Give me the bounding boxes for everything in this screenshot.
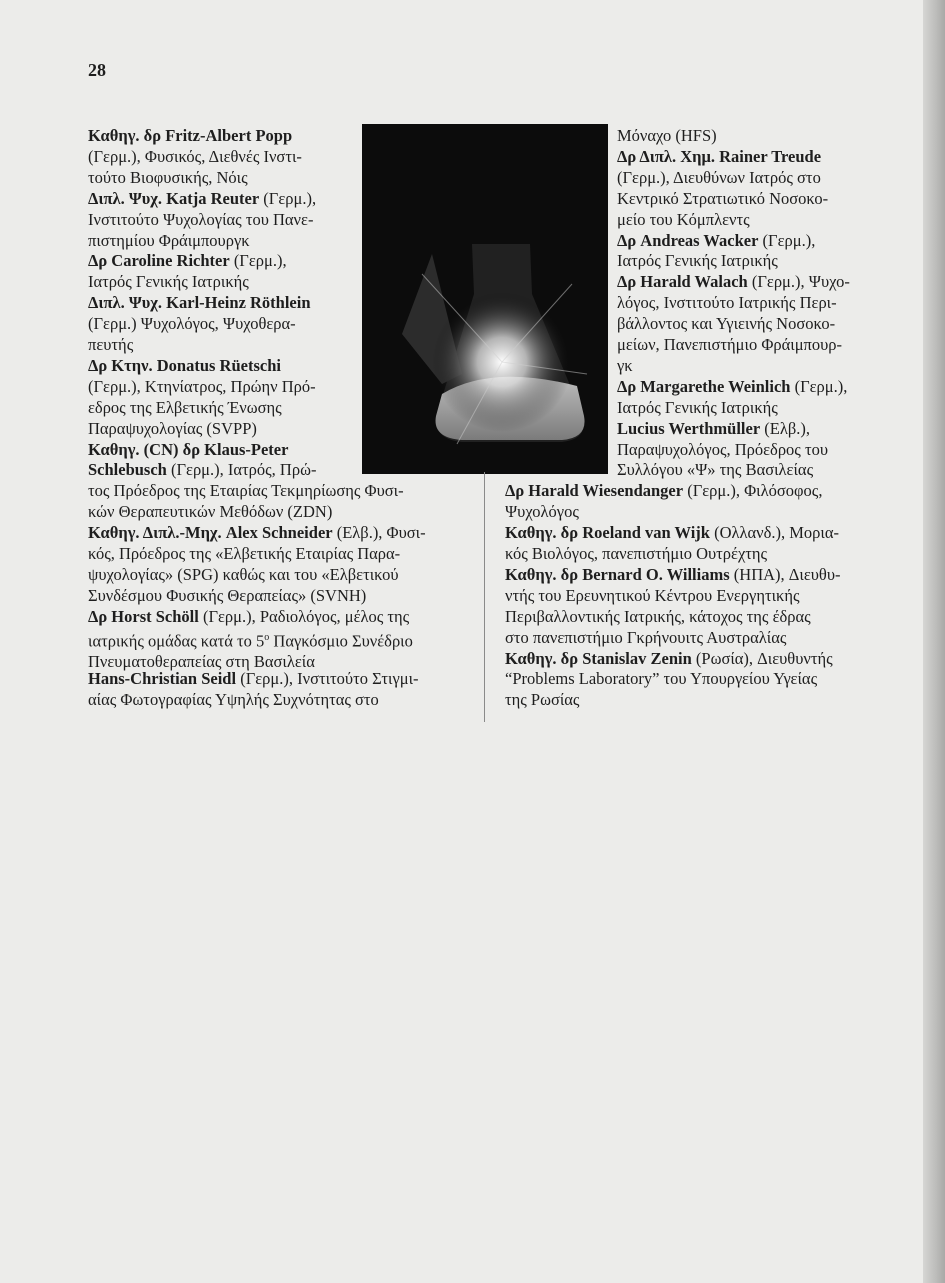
entry-williams: Καθηγ. δρ Bernard O. Williams (ΗΠΑ), Διευθυ- ντής του Ερευνητικού Κέντρου Ενεργητικής Περιβαλλοντικής Ιατρικής, κάτοχος της έδρας στο πανεπιστήμιο Γκρήνουιτς Αυστραλίας	[505, 564, 841, 647]
entry-rothlein: Διπλ. Ψυχ. Karl-Heinz Röthlein (Γερμ.) Ψυχολόγος, Ψυχοθερα- πευτής	[88, 293, 311, 354]
entry-name: Δρ Margarethe Weinlich	[617, 376, 791, 396]
entry-reuter: Διπλ. Ψυχ. Katja Reuter (Γερμ.), Ινστιτούτο Ψυχολογίας του Πανε- πιστημίου Φράιμπουργκ	[88, 188, 317, 250]
column-divider	[484, 472, 485, 722]
entry-richter: Δρ Caroline Richter (Γερμ.), Ιατρός Γενικής Ιατρικής	[88, 251, 287, 292]
entry-name: Δρ Κτην. Donatus Rüetschi	[88, 355, 281, 375]
entry-wacker: Δρ Andreas Wacker (Γερμ.), Ιατρός Γενικής Ιατρικής	[617, 230, 816, 271]
entry-ruetschi: Δρ Κτην. Donatus Rüetschi (Γερμ.), Κτηνίατρος, Πρώην Πρό- εδρος της Ελβετικής Ένωσης Παραψυχολογίας (SVPP)	[88, 355, 316, 438]
entry-name: Καθηγ. δρ Fritz-Albert Popp	[88, 126, 293, 145]
entry-name: Δρ Harald Wiesendanger	[505, 481, 684, 501]
entry-name: Lucius Werthmüller	[617, 418, 761, 438]
entry-van-wijk: Καθηγ. δρ Roeland van Wijk (Ολλανδ.), Μορια- κός Βιολόγος, πανεπιστήμιο Ουτρέχτης	[505, 523, 839, 563]
entry-werthmuller: Lucius Werthmüller (Ελβ.), Παραψυχολόγος, Πρόεδρος του Συλλόγου «Ψ» της Βασιλείας	[617, 418, 829, 480]
entry-name: Καθηγ. δρ Bernard O. Williams	[505, 564, 730, 584]
page-number: 28	[88, 60, 106, 80]
entry-name: Δρ Andreas Wacker	[617, 230, 759, 250]
entry-name: Δρ Caroline Richter	[88, 251, 230, 271]
entry-name-continued: Schlebusch	[88, 460, 167, 480]
entry-name: Καθηγ. (CN) δρ Klaus-Peter	[88, 439, 289, 459]
entry-seidl: Hans-Christian Seidl (Γερμ.), Ινστιτούτο Στιγμι- αίας Φωτογραφίας Υψηλής Συχνότητας στο	[88, 669, 419, 710]
entry-zenin: Καθηγ. δρ Stanislav Zenin (Ρωσία), Διευθυντής “Problems Laboratory” του Υπουργείου Υγείας της Ρωσίας	[505, 648, 833, 710]
entry-schneider: Καθηγ. Διπλ.-Μηχ. Alex Schneider (Ελβ.), Φυσι- κός, Πρόεδρος της «Ελβετικής Εταιρίας Παρα- ψυχολογίας» (SPG) καθώς και του «Ελβετικού Συνδέσμου Φυσικής Θεραπείας» (SVNH)	[88, 523, 426, 605]
book-gutter-shadow	[923, 0, 945, 1283]
entry-name: Διπλ. Ψυχ. Karl-Heinz Röthlein	[88, 293, 311, 313]
flask-photo	[362, 124, 608, 474]
entry-treude: Δρ Διπλ. Χημ. Rainer Treude (Γερμ.), Διευθύνων Ιατρός στο Κεντρικό Στρατιωτικό Νοσοκο- μείο του Κόμπλεντς	[617, 146, 829, 229]
entry-scholl: Δρ Horst Schöll (Γερμ.), Ραδιολόγος, μέλος της ιατρικής ομάδας κατά το $5^o$ Παγκόσμιο Συνέδριο Πνευματοθεραπείας στη Βασιλεία	[88, 606, 413, 671]
entry-wiesendanger: Δρ Harald Wiesendanger (Γερμ.), Φιλόσοφος, Ψυχολόγος	[505, 481, 823, 522]
entry-name: Καθηγ. δρ Roeland van Wijk	[505, 523, 710, 543]
entry-name: Δρ Harald Walach	[617, 272, 748, 292]
entry-name: Δρ Horst Schöll	[88, 606, 199, 626]
entry-continuation: Μόναχο (HFS)	[617, 126, 717, 145]
entry-weinlich: Δρ Margarethe Weinlich (Γερμ.), Ιατρός Γενικής Ιατρικής	[617, 376, 848, 417]
entry-popp: Καθηγ. δρ Fritz-Albert Popp (Γερμ.), Φυσικός, Διεθνές Ινστι- τούτο Βιοφυσικής, Νόις	[88, 126, 302, 187]
entry-name: Διπλ. Ψυχ. Katja Reuter	[88, 188, 260, 208]
entry-walach: Δρ Harald Walach (Γερμ.), Ψυχο- λόγος, Ινστιτούτο Ιατρικής Περι- βάλλοντος και Υγιεινής Νοσοκο- μείων, Πανεπιστήμιο Φράιμπουρ- γκ	[617, 272, 850, 375]
entry-name: Hans-Christian Seidl	[88, 669, 237, 689]
entry-name: Καθηγ. δρ Stanislav Zenin	[505, 648, 692, 668]
entry-schlebusch: Καθηγ. (CN) δρ Klaus-Peter Schlebusch (Γερμ.), Ιατρός, Πρώ- τος Πρόεδρος της Εταιρίας Τεκμηρίωσης Φυσι- κών Θεραπευτικών Μεθόδων (ZDN)	[88, 439, 404, 522]
entry-name: Δρ Διπλ. Χημ. Rainer Treude	[617, 146, 822, 166]
entry-name: Καθηγ. Διπλ.-Μηχ. Alex Schneider	[88, 523, 333, 543]
glowing-flask-icon	[362, 124, 608, 474]
